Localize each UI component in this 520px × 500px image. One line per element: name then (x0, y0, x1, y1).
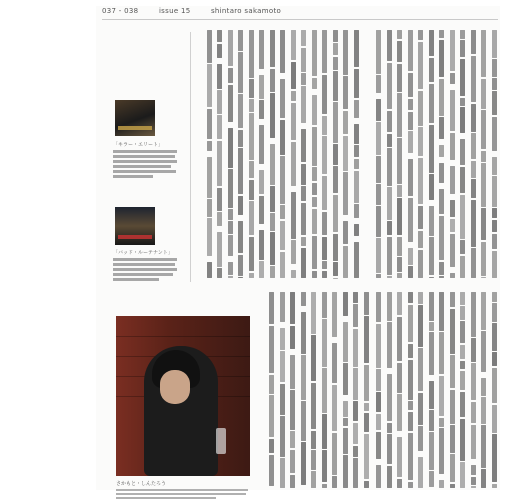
text-column (425, 30, 437, 279)
film-poster-thumbnail (115, 100, 155, 136)
text-column (329, 30, 341, 279)
text-column (266, 30, 278, 279)
text-column (383, 292, 395, 489)
photo-caption (116, 480, 250, 499)
text-column (404, 30, 416, 279)
text-column (203, 30, 215, 279)
film-poster-thumbnail (115, 207, 155, 245)
text-column (436, 30, 448, 279)
text-column (373, 292, 385, 489)
issue-label: issue 15 (158, 7, 191, 15)
text-column (478, 30, 490, 284)
page-header (102, 7, 299, 15)
text-column (297, 292, 309, 491)
text-column (224, 30, 236, 279)
text-column (350, 30, 362, 279)
header-rule (102, 19, 498, 20)
text-column (319, 30, 331, 279)
author-name: shintaro sakamoto (210, 7, 282, 15)
film-caption (113, 250, 179, 283)
text-column (394, 292, 406, 489)
text-column (308, 30, 320, 279)
text-column (467, 292, 479, 489)
text-column (256, 30, 268, 279)
text-column (478, 292, 490, 489)
text-column (329, 292, 341, 489)
text-column (266, 292, 278, 488)
text-column (287, 292, 299, 489)
text-column (488, 30, 500, 279)
text-column (298, 30, 310, 279)
text-column (436, 292, 448, 489)
portrait-photo (116, 316, 250, 476)
text-column (415, 292, 427, 489)
sidebar-divider (190, 32, 191, 282)
text-column (245, 30, 257, 279)
photo-caption-name: さかもと・しんたろう (116, 481, 167, 487)
film-title: 「バッド・ルーテナント」 (113, 250, 173, 256)
text-column (415, 30, 427, 279)
text-column (287, 30, 299, 279)
text-column (425, 292, 437, 489)
text-column (235, 30, 247, 279)
text-column (394, 30, 406, 279)
text-column (339, 292, 351, 489)
text-column (373, 30, 385, 279)
text-column (488, 292, 500, 489)
text-column (360, 292, 372, 489)
text-column (457, 292, 469, 489)
text-column (340, 30, 352, 284)
text-column (404, 292, 416, 489)
text-column (277, 30, 289, 279)
film-caption (113, 142, 179, 180)
text-column (467, 30, 479, 279)
text-column (446, 30, 458, 279)
text-column (383, 30, 395, 279)
text-column (214, 30, 226, 279)
text-column (276, 292, 288, 489)
text-column (446, 292, 458, 494)
page-numbers: 037 - 038 (102, 7, 139, 15)
text-column (457, 30, 469, 279)
film-title: 「キラー・エリート」 (113, 142, 164, 148)
text-column (318, 292, 330, 489)
text-column (350, 292, 362, 494)
text-column (308, 292, 320, 489)
